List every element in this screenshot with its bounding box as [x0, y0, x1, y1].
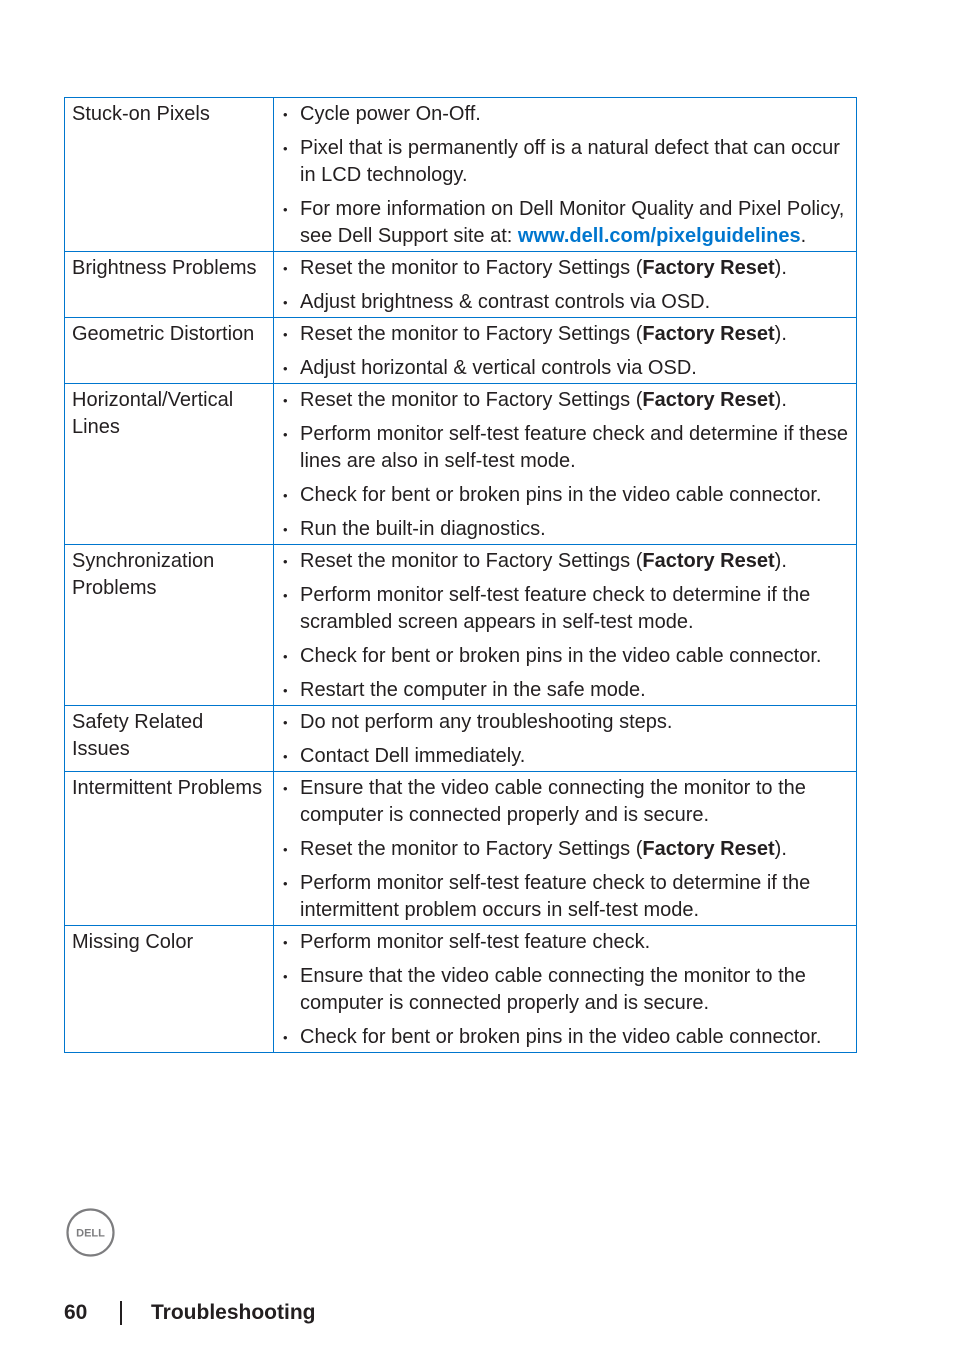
dell-logo — [66, 1208, 115, 1257]
trailing-punctuation: ). — [774, 838, 787, 860]
solution-item — [281, 516, 849, 543]
solution-item — [281, 870, 849, 924]
solution-item — [281, 743, 849, 770]
support-link[interactable]: www.dell.com/pixelguidelines — [517, 225, 801, 247]
solution-item — [281, 196, 849, 250]
solution-text: Perform monitor self-test feature check. — [300, 931, 651, 953]
solution-text: Reset the monitor to Factory Settings ( — [300, 323, 643, 345]
solution-text: Reset the monitor to Factory Settings ( — [300, 389, 643, 411]
symptom-cell: Brightness Problems — [65, 252, 274, 318]
solution-item — [281, 355, 849, 382]
solution-text: Reset the monitor to Factory Settings ( — [300, 257, 643, 279]
solution-text: Perform monitor self-test feature check to determine if the intermittent problem occurs in self-test mode. — [300, 872, 811, 921]
solution-text: Adjust horizontal & vertical controls via OSD. — [300, 357, 697, 379]
solution-text: Ensure that the video cable connecting the monitor to the computer is connected properly and is secure. — [300, 777, 806, 826]
footer-divider — [120, 1301, 122, 1325]
trailing-punctuation: . — [800, 225, 807, 247]
symptom-cell: Horizontal/Vertical Lines — [65, 384, 274, 545]
emphasis-text: Factory Reset — [642, 389, 775, 411]
symptom-cell: Safety Related Issues — [65, 706, 274, 772]
symptom-cell: Synchronization Problems — [65, 545, 274, 706]
solution-cell — [274, 252, 857, 318]
solution-text: For more information on Dell Monitor Quality and Pixel Policy, see Dell Support site at: — [300, 198, 845, 247]
solution-text: Do not perform any troubleshooting steps. — [300, 711, 673, 733]
emphasis-text: Factory Reset — [642, 838, 775, 860]
solution-item — [281, 836, 849, 863]
solution-item — [281, 135, 849, 189]
solution-item — [281, 548, 849, 575]
trailing-punctuation: ). — [774, 550, 787, 572]
emphasis-text: Factory Reset — [642, 323, 775, 345]
table-row — [65, 252, 857, 318]
solution-cell — [274, 706, 857, 772]
solution-item — [281, 289, 849, 316]
solution-item — [281, 929, 849, 956]
solution-cell — [274, 98, 857, 252]
table-row — [65, 545, 857, 706]
solution-item — [281, 482, 849, 509]
page-number: 60 — [64, 1301, 88, 1324]
emphasis-text: Factory Reset — [642, 257, 775, 279]
section-title: Troubleshooting — [151, 1301, 316, 1324]
solution-text: Perform monitor self-test feature check and determine if these lines are also in self-test mode. — [300, 423, 849, 472]
table-row — [65, 706, 857, 772]
solution-cell — [274, 772, 857, 926]
table-row — [65, 926, 857, 1053]
solution-text: Perform monitor self-test feature check to determine if the scrambled screen appears in self-test mode. — [300, 584, 811, 633]
solution-cell — [274, 384, 857, 545]
symptom-cell: Intermittent Problems — [65, 772, 274, 926]
solution-item — [281, 582, 849, 636]
solution-list — [281, 775, 849, 924]
solution-item — [281, 255, 849, 282]
solution-item — [281, 709, 849, 736]
troubleshooting-table — [64, 97, 857, 1053]
solution-item — [281, 677, 849, 704]
solution-text: Restart the computer in the safe mode. — [300, 679, 646, 701]
solution-list — [281, 321, 849, 382]
solution-text: Adjust brightness & contrast controls via OSD. — [300, 291, 711, 313]
solution-text: Cycle power On-Off. — [300, 103, 481, 125]
solution-item — [281, 101, 849, 128]
trailing-punctuation: ). — [774, 257, 787, 279]
symptom-cell: Geometric Distortion — [65, 318, 274, 384]
symptom-cell: Stuck-on Pixels — [65, 98, 274, 252]
solution-item — [281, 321, 849, 348]
solution-item — [281, 421, 849, 475]
solution-list — [281, 709, 849, 770]
table-row — [65, 318, 857, 384]
symptom-cell: Missing Color — [65, 926, 274, 1053]
solution-text: Run the built-in diagnostics. — [300, 518, 546, 540]
solution-cell — [274, 318, 857, 384]
solution-text: Ensure that the video cable connecting the monitor to the computer is connected properly and is secure. — [300, 965, 806, 1014]
solution-cell — [274, 545, 857, 706]
solution-text: Contact Dell immediately. — [300, 745, 526, 767]
solution-text: Check for bent or broken pins in the video cable connector. — [300, 484, 822, 506]
table-body — [65, 98, 857, 1053]
solution-list — [281, 548, 849, 704]
solution-list — [281, 387, 849, 543]
solution-item — [281, 1024, 849, 1051]
table-row — [65, 384, 857, 545]
solution-item — [281, 963, 849, 1017]
emphasis-text: Factory Reset — [642, 550, 775, 572]
solution-item — [281, 387, 849, 414]
solution-text: Reset the monitor to Factory Settings ( — [300, 838, 643, 860]
solution-list — [281, 929, 849, 1051]
dell-logo-text: DELL — [76, 1227, 105, 1240]
solution-list — [281, 101, 849, 250]
solution-text: Pixel that is permanently off is a natural defect that can occur in LCD technology. — [300, 137, 840, 186]
solution-list — [281, 255, 849, 316]
table-row — [65, 772, 857, 926]
solution-item — [281, 775, 849, 829]
solution-text: Reset the monitor to Factory Settings ( — [300, 550, 643, 572]
table-row — [65, 98, 857, 252]
solution-text: Check for bent or broken pins in the video cable connector. — [300, 1026, 822, 1048]
solution-item — [281, 643, 849, 670]
trailing-punctuation: ). — [774, 389, 787, 411]
solution-cell — [274, 926, 857, 1053]
solution-text: Check for bent or broken pins in the video cable connector. — [300, 645, 822, 667]
trailing-punctuation: ). — [774, 323, 787, 345]
